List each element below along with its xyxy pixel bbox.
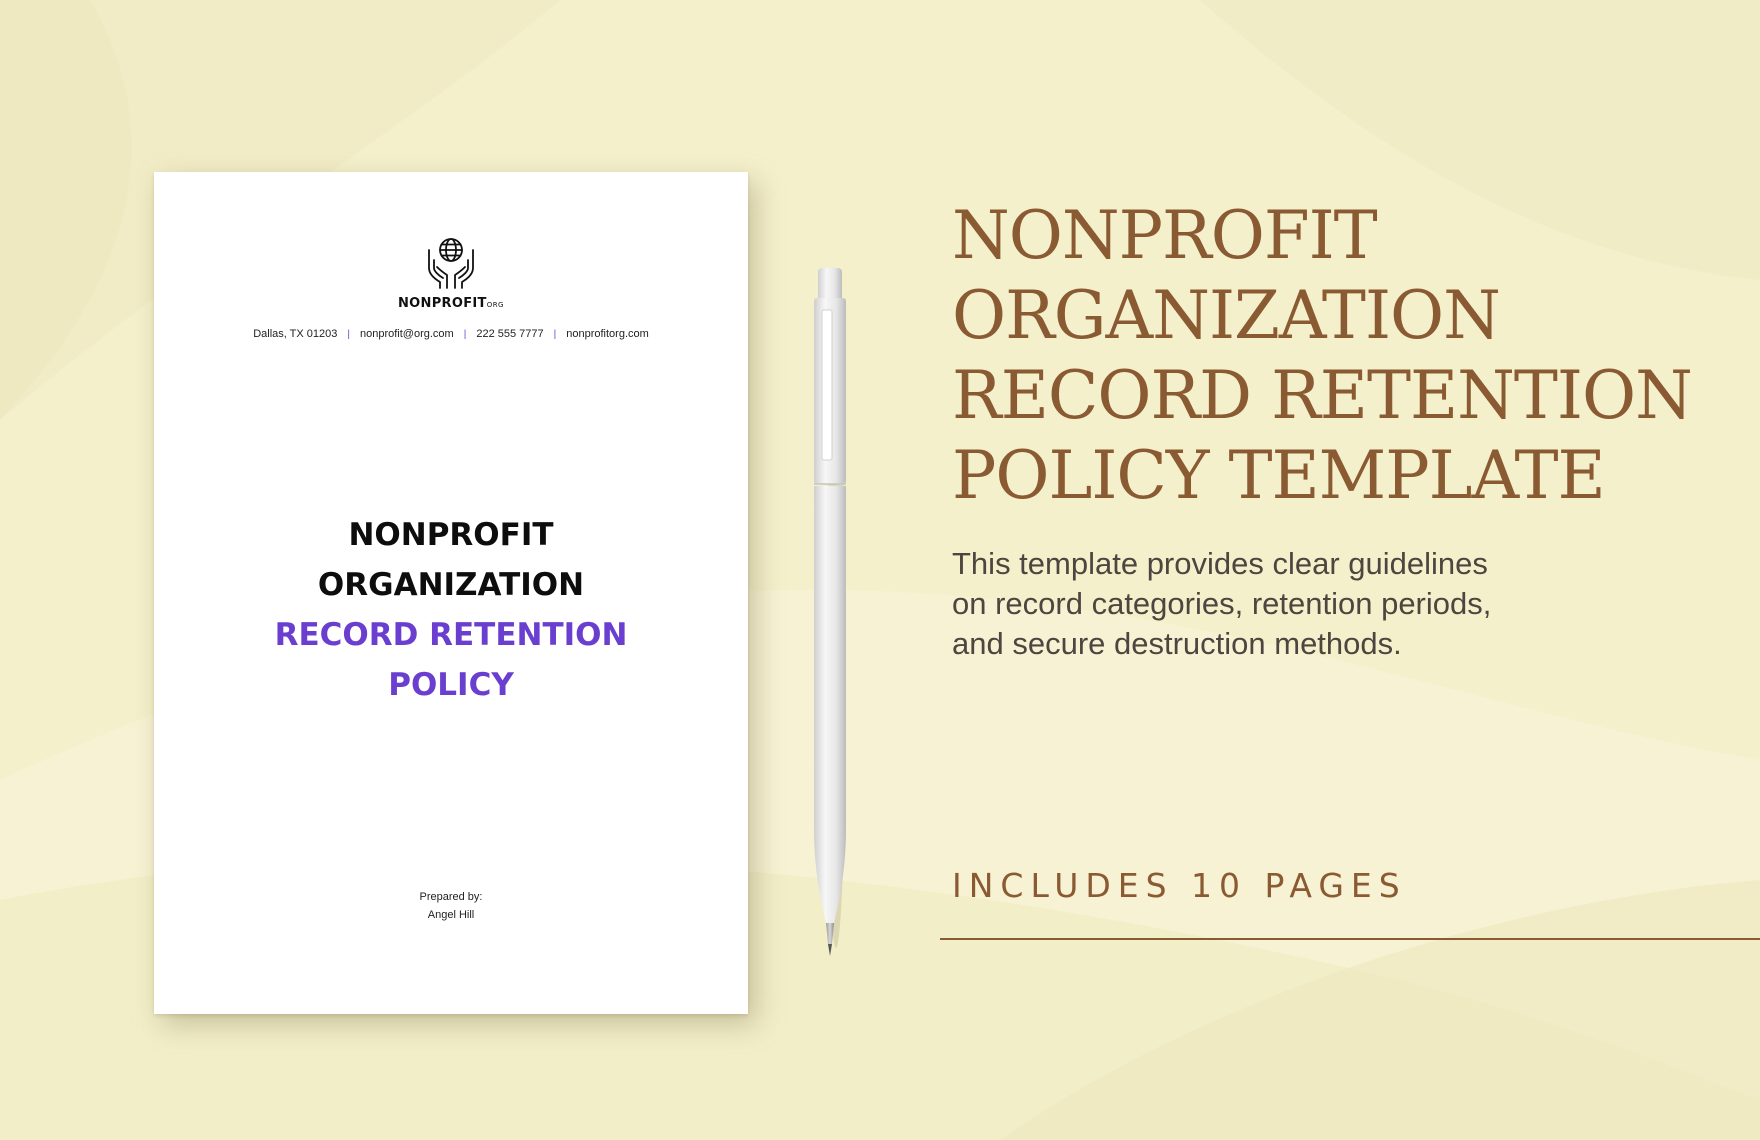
document-title-line: NONPROFIT (348, 517, 554, 553)
contact-line (154, 328, 748, 340)
separator: | (463, 328, 467, 340)
document-title-line-accent: POLICY (388, 667, 514, 703)
separator: | (553, 328, 557, 340)
document-title-line: ORGANIZATION (317, 567, 585, 603)
contact-address: Dallas, TX 01203 (253, 328, 338, 340)
separator: | (347, 328, 350, 340)
headline (952, 196, 1732, 516)
prepared-by (154, 888, 748, 924)
prepared-label: Prepared by: (419, 891, 483, 903)
contact-website: nonprofitorg.com (566, 328, 649, 340)
prepared-name: Angel Hill (427, 909, 475, 921)
brand-name (154, 296, 748, 311)
contact-phone: 222 555 7777 (476, 328, 544, 340)
document-title-line-accent: RECORD RETENTION (274, 617, 628, 653)
document-title (154, 510, 748, 710)
brand-name-text: NONPROFIT (398, 296, 487, 311)
description-line: on record categories, retention periods, (952, 586, 1492, 621)
document-cover (154, 172, 748, 1014)
headline-line: NONPROFIT (952, 197, 1377, 274)
headline-line: ORGANIZATION (952, 277, 1500, 354)
divider (940, 938, 1760, 940)
description (952, 544, 1572, 664)
pages-count-label: INCLUDES 10 PAGES (952, 866, 1407, 905)
description-line: and secure destruction methods. (952, 626, 1402, 661)
logo (154, 234, 748, 295)
headline-line: POLICY TEMPLATE (952, 437, 1605, 514)
brand-suffix: ORG (486, 301, 504, 309)
pen-illustration (806, 268, 854, 968)
hands-holding-globe-icon (423, 234, 479, 290)
contact-email: nonprofit@org.com (360, 328, 454, 340)
headline-line: RECORD RETENTION (952, 357, 1692, 434)
description-line: This template provides clear guidelines (952, 546, 1488, 581)
